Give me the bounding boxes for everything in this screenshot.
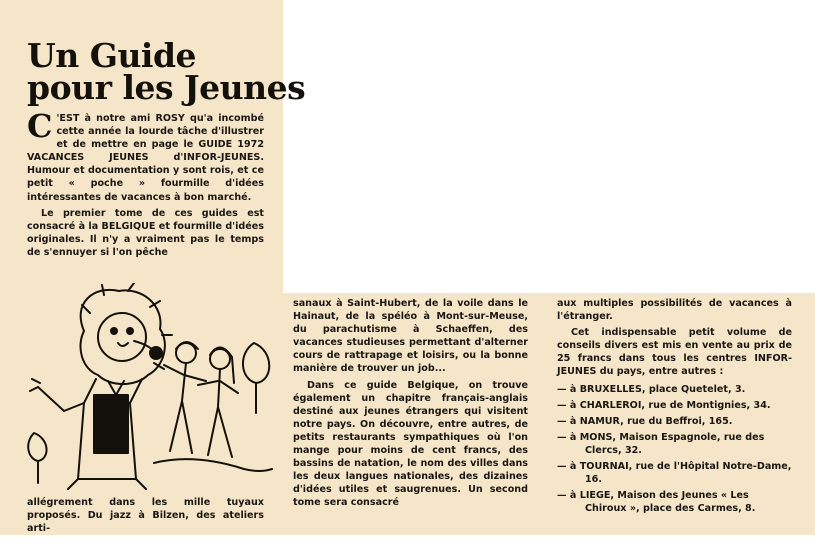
paragraph-intro bbox=[27, 107, 264, 204]
paragraph-abroad: aux multiples possibilités de vacances à l'étranger. bbox=[557, 298, 792, 323]
paragraph-activities: sanaux à Saint-Hubert, de la voile dans le Hainaut, de la spéléo à Mont-sur-Meuse, du parachutisme à Schaeffen, des vacances studieuses permettant d'alterner cours de rattrapage et loisirs, ou la bonne manière de trouver un job... bbox=[293, 298, 528, 375]
address-item: — à LIEGE, Maison des Jeunes « Les Chiroux », place des Carmes, 8. bbox=[557, 490, 756, 515]
lion-and-hikers-cartoon-icon bbox=[24, 283, 274, 493]
paragraph-price: Cet indispensable petit volume de conseils divers est mis en vente au prix de 25 francs dans tous les centres INFOR-JEUNES du pays, entre autres : bbox=[557, 327, 792, 378]
column-left-continued bbox=[27, 496, 264, 538]
title-line-1: Un Guide bbox=[27, 36, 197, 75]
paragraph-belgique: Le premier tome de ces guides est consacré à la BELGIQUE et fourmille d'idées originales. Il n'y a vraiment pas le temps de s'ennuyer si l'on pêche bbox=[27, 207, 264, 258]
column-left bbox=[27, 107, 264, 262]
address-item: — à MONS, Maison Espagnole, rue des Clercs, 32. bbox=[557, 431, 765, 456]
address-list bbox=[557, 383, 792, 516]
address-item: — à CHARLEROI, rue de Montignies, 34. bbox=[557, 399, 771, 411]
paragraph-guide-chapter: Dans ce guide Belgique, on trouve également un chapitre français-anglais destiné aux jeunes étrangers qui visitent notre pays. On découvre, entre autres, de petits restaurants sympathiques où l'on mange pour moins de cent francs, des bassins de natation, le nom des villes dans les deux langues nationales, des dizaines d'idées utiles et saugrenues. Un second tome sera consacré bbox=[293, 379, 528, 509]
address-item: — à NAMUR, rue du Beffroi, 165. bbox=[557, 415, 733, 427]
paragraph-intro-text: 'EST à notre ami ROSY qu'a incombé cette année la lourde tâche d'illustrer et de mettre en page le GUIDE 1972 VACANCES JEUNES d'INFOR-JEUNES. Humour et documentation y sont rois, et ce petit « poche » fourmille d'idées intéressantes de vacances à bon marché. bbox=[27, 113, 264, 203]
dropcap: C bbox=[27, 107, 53, 145]
paragraph-belgique-continued: allégrement dans les mille tuyaux proposés. Du jazz à Bilzen, des ateliers arti- bbox=[27, 497, 264, 535]
title-line-2: pour les Jeunes bbox=[27, 68, 306, 107]
address-item: — à BRUXELLES, place Quetelet, 3. bbox=[557, 383, 746, 395]
column-middle bbox=[293, 297, 528, 513]
column-right bbox=[557, 297, 792, 518]
address-item: — à TOURNAI, rue de l'Hôpital Notre-Dame, 16. bbox=[557, 461, 792, 486]
article-title bbox=[27, 36, 306, 107]
